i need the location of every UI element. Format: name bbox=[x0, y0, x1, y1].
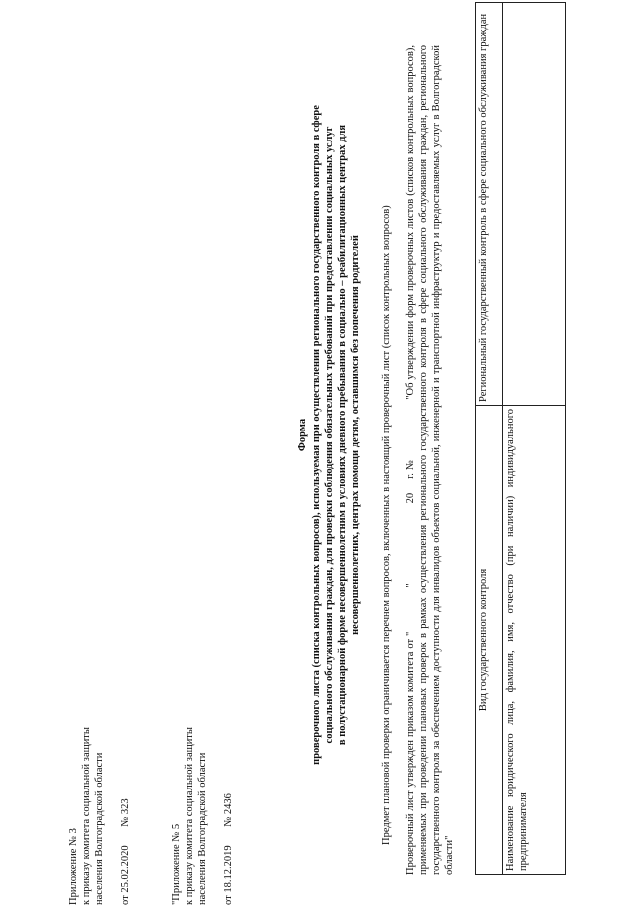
entity-name-value bbox=[503, 3, 566, 406]
appendix-5-number: № 2436 bbox=[223, 793, 234, 827]
approval-part3: 20 bbox=[405, 492, 416, 504]
form-title-word: Форма bbox=[297, 418, 308, 452]
approval-paragraph bbox=[404, 45, 456, 875]
appendix-5-line2: к приказу комитета социальной защиты bbox=[184, 727, 195, 905]
form-title-line2: социального обслуживания граждан, для проверки соблюдения обязательных требований при предоставлении социальных услуг bbox=[324, 126, 335, 744]
table-row bbox=[476, 3, 503, 875]
inspection-subject: Предмет плановой проверки ограничивается перечнем вопросов, включенных в настоящий проверочный лист (список контрольных вопросов) bbox=[381, 205, 392, 845]
form-title bbox=[296, 5, 362, 865]
appendix-5-date: от 18.12.2019 bbox=[223, 845, 234, 905]
control-type-label: Вид государственного контроля bbox=[476, 406, 503, 875]
form-title-line3: в полустационарной форме несовершеннолетним в условиях дневного пребывания в социально – реабилитационных центрах для bbox=[337, 124, 348, 746]
entity-name-label: Наименование юридического лица, фамилия, имя, отчество (при наличии) индивидуального предпринимателя bbox=[503, 406, 566, 875]
appendix-5-line1: "Приложение № 5 bbox=[171, 823, 182, 905]
approval-part2: " bbox=[405, 583, 416, 588]
appendix-3-date: от 25.02.2020 bbox=[120, 845, 131, 905]
approval-part5: "Об утверждении форм проверочных листов (списков bbox=[405, 156, 416, 400]
appendix-5-header bbox=[170, 605, 235, 905]
appendix-3-number: № 323 bbox=[120, 798, 131, 827]
control-type-value: Региональный государственный контроль в сфере социального обслуживания граждан bbox=[476, 3, 503, 406]
approval-part1: Проверочный лист утвержден приказом комитета от " bbox=[405, 631, 416, 875]
appendix-3-line1: Приложение № 3 bbox=[68, 828, 79, 905]
appendix-3-line2: к приказу комитета социальной защиты bbox=[81, 727, 92, 905]
appendix-3-date-line bbox=[119, 605, 132, 905]
appendix-3-header bbox=[67, 605, 132, 905]
form-title-line4: несовершеннолетних, центрах помощи детям, оставшимся без попечения родителей bbox=[350, 235, 361, 635]
appendix-3-line3: населения Волгоградской области bbox=[94, 752, 105, 905]
approval-rest: контрольных вопросов), применяемых при проведении плановых проверок в рамках осуществления регионального государственного контроля в сфере социального обслуживания граждан, регионального государственного контроля за обеспечением доступности для инвалидов объектов социальной, инженерной и транспортной инфраструктур и предоставляемых услуг в Волгоградской области" bbox=[405, 45, 455, 875]
appendix-5-date-line bbox=[222, 605, 235, 905]
approval-part4: г. № bbox=[405, 459, 416, 479]
control-table bbox=[475, 13, 623, 875]
appendix-5-line3: населения Волгоградской области bbox=[197, 752, 208, 905]
table-row bbox=[503, 3, 566, 875]
form-title-line1: проверочного листа (списка контрольных вопросов), используемая при осуществлении регионального государственного контроля в сфере bbox=[311, 105, 322, 765]
